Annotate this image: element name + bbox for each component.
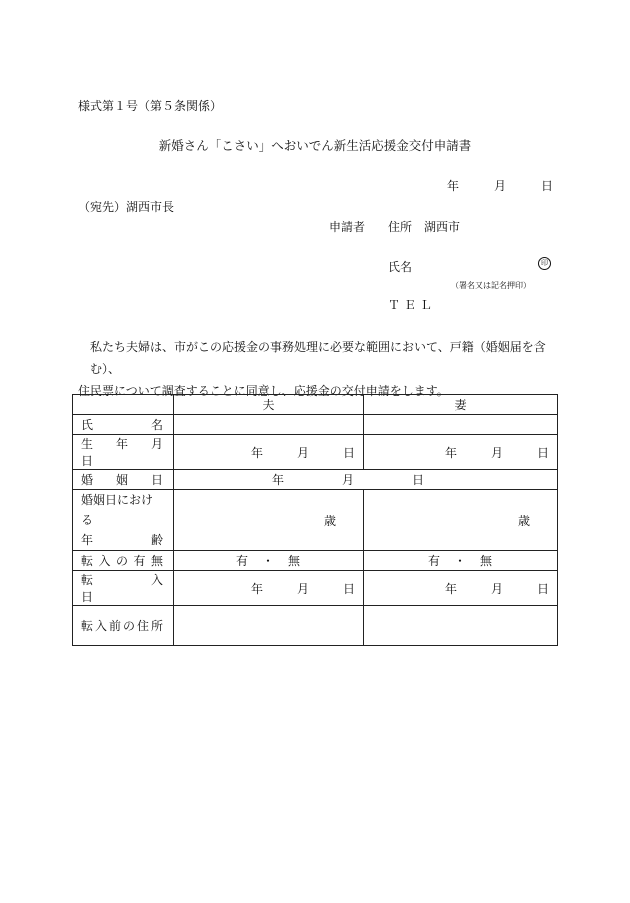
day-unit: 日 bbox=[343, 445, 356, 460]
date-month-label: 月 bbox=[494, 179, 507, 193]
table-row bbox=[73, 415, 558, 435]
row-label-birth: 生 年 月 日 bbox=[73, 435, 174, 470]
applicant-label: 申請者 bbox=[329, 220, 366, 234]
seal-mark: 印 bbox=[538, 257, 551, 270]
husband-prev-address-field[interactable] bbox=[174, 606, 364, 646]
month-unit: 月 bbox=[342, 473, 355, 487]
month-unit: 月 bbox=[297, 581, 310, 596]
consent-line-1: 私たち夫婦は、市がこの応援金の事務処理に必要な範囲において、戸籍（婚姻届を含む）、 bbox=[90, 340, 546, 376]
date-day-label: 日 bbox=[541, 179, 554, 193]
table-row bbox=[73, 571, 558, 606]
header-blank bbox=[73, 395, 174, 415]
row-label-name: 氏 名 bbox=[73, 415, 174, 435]
wife-name-field[interactable] bbox=[364, 415, 558, 435]
name-label: 氏名 bbox=[388, 260, 413, 274]
addressee: （宛先）湖西市長 bbox=[78, 200, 175, 214]
day-unit: 日 bbox=[537, 445, 550, 460]
month-unit: 月 bbox=[297, 445, 310, 460]
row-label-movein-flag: 転入の有無 bbox=[73, 551, 174, 571]
document-title: 新婚さん「こさい」へおいでん新生活応援金交付申請書 bbox=[158, 138, 472, 153]
date-year-label: 年 bbox=[447, 179, 460, 193]
day-unit: 日 bbox=[343, 581, 356, 596]
row-label-marriage: 婚 姻 日 bbox=[73, 470, 174, 490]
year-unit: 年 bbox=[272, 473, 285, 487]
signature-note: （署名又は記名押印） bbox=[451, 281, 531, 290]
month-unit: 月 bbox=[491, 445, 504, 460]
table-row bbox=[73, 435, 558, 470]
wife-movein-choice[interactable]: 有 ・ 無 bbox=[364, 551, 558, 571]
husband-age-field[interactable] bbox=[174, 490, 364, 551]
year-unit: 年 bbox=[251, 445, 264, 460]
table-row bbox=[73, 606, 558, 646]
year-unit: 年 bbox=[251, 581, 264, 596]
month-unit: 月 bbox=[491, 581, 504, 596]
header-wife: 妻 bbox=[364, 395, 558, 415]
row-label-movein-date: 転 入 日 bbox=[73, 571, 174, 606]
form-number: 様式第１号（第５条関係） bbox=[78, 99, 223, 113]
table-row bbox=[73, 470, 558, 490]
husband-movein-choice[interactable]: 有 ・ 無 bbox=[174, 551, 364, 571]
consent-line-2: 住民票について調査することに同意し、応援金の交付申請をします。 bbox=[78, 384, 449, 398]
husband-name-field[interactable] bbox=[174, 415, 364, 435]
table-row bbox=[73, 490, 558, 551]
age-unit: 歳 bbox=[517, 513, 530, 528]
address-label: 住所 bbox=[388, 220, 413, 234]
marriage-date-field[interactable] bbox=[174, 470, 558, 490]
row-label-prev-address: 転入前の住所 bbox=[73, 606, 174, 646]
header-husband: 夫 bbox=[174, 395, 364, 415]
wife-birthdate-field[interactable] bbox=[364, 435, 558, 470]
wife-prev-address-field[interactable] bbox=[364, 606, 558, 646]
age-label-a: 年 bbox=[81, 533, 94, 547]
application-table bbox=[72, 394, 558, 646]
tel-label: ＴＥＬ bbox=[388, 298, 437, 312]
day-unit: 日 bbox=[412, 473, 425, 487]
age-unit: 歳 bbox=[323, 513, 336, 528]
wife-age-field[interactable] bbox=[364, 490, 558, 551]
consent-statement bbox=[78, 336, 558, 402]
table-header-row bbox=[73, 395, 558, 415]
age-label-line1: 婚姻日における bbox=[81, 493, 154, 527]
address-value: 湖西市 bbox=[424, 220, 461, 234]
row-label-age bbox=[73, 490, 174, 551]
husband-movein-date-field[interactable] bbox=[174, 571, 364, 606]
wife-movein-date-field[interactable] bbox=[364, 571, 558, 606]
year-unit: 年 bbox=[445, 445, 458, 460]
husband-birthdate-field[interactable] bbox=[174, 435, 364, 470]
year-unit: 年 bbox=[445, 581, 458, 596]
table-row bbox=[73, 551, 558, 571]
age-label-b: 齢 bbox=[150, 533, 163, 547]
day-unit: 日 bbox=[537, 581, 550, 596]
